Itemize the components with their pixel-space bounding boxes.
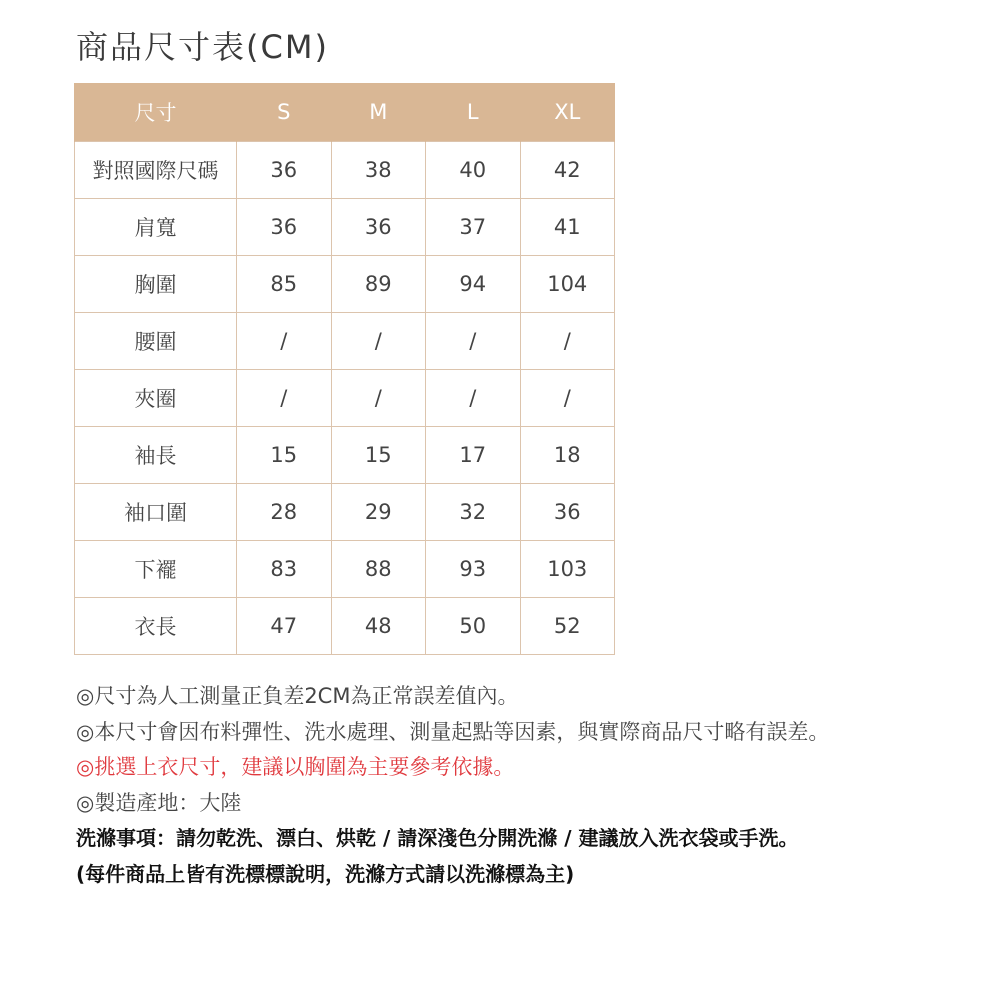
row-label: 下襬 [75,541,237,598]
table-cell: 36 [237,142,332,199]
table-row [75,142,615,199]
table-cell: 104 [520,256,615,313]
table-cell: 94 [426,256,521,313]
page-title: 商品尺寸表(CM) [76,28,329,66]
table-cell: 36 [237,199,332,256]
table-cell: / [426,313,521,370]
table-cell: 36 [331,199,426,256]
table-cell: 52 [520,598,615,655]
header-cell-s: S [237,83,332,142]
table-row [75,484,615,541]
note-measurement-tolerance: ◎尺寸為人工測量正負差2CM為正常誤差值內。 [76,684,519,708]
table-cell: / [331,313,426,370]
table-row [75,541,615,598]
table-cell: 47 [237,598,332,655]
row-label: 胸圍 [75,256,237,313]
table-cell: 32 [426,484,521,541]
table-cell: 29 [331,484,426,541]
notes-section [76,683,986,896]
table-cell: / [237,313,332,370]
table-cell: 83 [237,541,332,598]
table-row [75,256,615,313]
note-size-selection-tip: ◎挑選上衣尺寸，建議以胸圍為主要參考依據。 [76,755,515,779]
row-label: 對照國際尺碼 [75,142,237,199]
table-header-row [75,83,615,142]
table-row [75,370,615,427]
size-chart-table [74,83,615,655]
header-cell-xl: XL [520,83,615,142]
table-cell: 42 [520,142,615,199]
header-cell-l: L [426,83,521,142]
table-row [75,598,615,655]
table-row [75,199,615,256]
row-label: 腰圍 [75,313,237,370]
row-label: 肩寬 [75,199,237,256]
table-row [75,313,615,370]
table-cell: / [237,370,332,427]
table-cell: 17 [426,427,521,484]
header-cell-size: 尺寸 [75,83,237,142]
header-cell-m: M [331,83,426,142]
table-cell: 41 [520,199,615,256]
table-cell: 18 [520,427,615,484]
table-cell: 15 [237,427,332,484]
row-label: 袖長 [75,427,237,484]
table-row [75,427,615,484]
table-cell: 103 [520,541,615,598]
table-cell: 36 [520,484,615,541]
table-body [75,142,615,655]
table-cell: 48 [331,598,426,655]
row-label: 袖口圍 [75,484,237,541]
table-cell: 50 [426,598,521,655]
table-cell: 40 [426,142,521,199]
note-origin: ◎製造產地：大陸 [76,790,242,815]
table-cell: 15 [331,427,426,484]
table-cell: / [331,370,426,427]
care-instructions: 洗滌事項：請勿乾洗、漂白、烘乾 / 請深淺色分開洗滌 / 建議放入洗衣袋或手洗。 [76,826,799,850]
table-cell: / [426,370,521,427]
table-cell: / [520,313,615,370]
row-label: 衣長 [75,598,237,655]
table-cell: / [520,370,615,427]
note-fabric-variance: ◎本尺寸會因布料彈性、洗水處理、測量起點等因素，與實際商品尺寸略有誤差。 [76,719,830,744]
table-cell: 28 [237,484,332,541]
table-cell: 88 [331,541,426,598]
care-label-note: (每件商品上皆有洗標標說明，洗滌方式請以洗滌標為主) [76,861,575,886]
table-cell: 89 [331,256,426,313]
table-cell: 85 [237,256,332,313]
table-cell: 37 [426,199,521,256]
table-cell: 93 [426,541,521,598]
row-label: 夾圈 [75,370,237,427]
table-cell: 38 [331,142,426,199]
